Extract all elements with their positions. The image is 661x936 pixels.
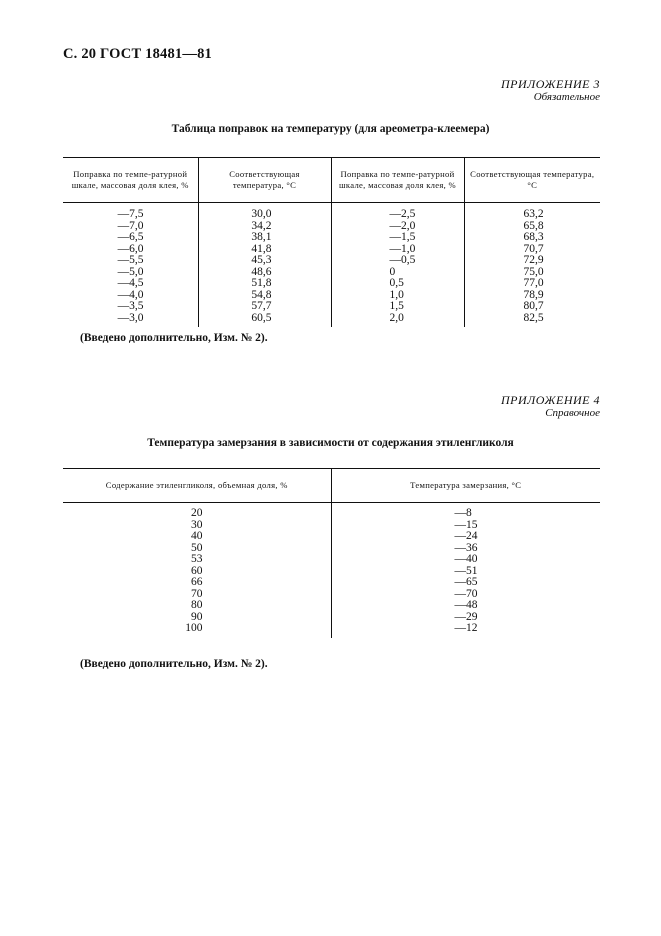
table-row (63, 612, 600, 624)
table-cell: 77,0 (523, 277, 544, 289)
table-cell: —70 (454, 587, 478, 600)
table-cell: —48 (454, 599, 478, 611)
amendment-note-2: (Введено дополнительно, Изм. № 2). (80, 658, 268, 670)
table-cell: 2,0 (331, 313, 464, 328)
table-cell: —4,5 (63, 278, 198, 290)
table-cell: —40 (454, 553, 478, 565)
table-cell: 68,3 (523, 231, 544, 243)
table-cell: 60 (63, 566, 331, 578)
table-row (63, 600, 600, 612)
table-cell: —6,5 (63, 232, 198, 244)
table-cell: 80 (63, 600, 331, 612)
table-cell: 30,0 (198, 203, 331, 221)
table-cell: —51 (454, 564, 478, 577)
column-header: Содержание этиленгликоля, объемная доля, % (63, 469, 331, 503)
table-cell: —0,5 (331, 255, 464, 267)
page-header: С. 20 ГОСТ 18481—81 (63, 46, 212, 62)
table-cell: 75,0 (523, 265, 544, 278)
column-header: Температура замерзания, °С (331, 469, 600, 503)
column-header: Соответствующая температура, °С (198, 158, 331, 203)
table-cell: 51,8 (198, 278, 331, 290)
table-cell: 41,8 (198, 244, 331, 256)
table-cell: —1,5 (331, 232, 464, 244)
freezing-temperature-table (63, 468, 600, 638)
table-cell: —6,0 (63, 244, 198, 256)
table-header-row (63, 158, 600, 203)
column-header: Поправка по темпе-ратурной шкале, массовая доля клея, % (331, 158, 464, 203)
table-cell: 1,0 (331, 290, 464, 302)
table-row (63, 554, 600, 566)
table-row (63, 278, 600, 290)
table-row (63, 503, 600, 520)
column-header: Поправка по темпе-ратурной шкале, массовая доля клея, % (63, 158, 198, 203)
table-cell: —36 (454, 541, 478, 554)
table-row (63, 577, 600, 589)
appendix-4-title: ПРИЛОЖЕНИЕ 4 (501, 393, 600, 407)
table-cell: 1,5 (331, 301, 464, 313)
table-cell: 38,1 (198, 232, 331, 244)
table-cell: 63,2 (523, 208, 544, 220)
table-cell: —29 (454, 610, 478, 623)
table-row (63, 589, 600, 601)
table-row (63, 313, 600, 328)
table-cell: —8 (454, 507, 472, 519)
table-cell: 66 (63, 577, 331, 589)
table-cell: —12 (454, 622, 478, 634)
table-cell: —5,0 (63, 267, 198, 279)
table-cell: —3,5 (63, 301, 198, 313)
table-row (63, 203, 600, 221)
amendment-note-1: (Введено дополнительно, Изм. № 2). (80, 332, 268, 344)
table-cell: 30 (63, 520, 331, 532)
table-cell: 78,9 (523, 288, 544, 301)
table-cell: 54,8 (198, 290, 331, 302)
table-cell: —7,5 (63, 203, 198, 221)
table-cell: 72,9 (523, 254, 544, 266)
table-cell: —1,0 (331, 244, 464, 256)
table-row (63, 543, 600, 555)
temperature-correction-table (63, 157, 600, 327)
table-cell: 90 (63, 612, 331, 624)
table-cell: 70,7 (523, 242, 544, 255)
appendix-4-label (501, 393, 600, 420)
appendix-3-title: ПРИЛОЖЕНИЕ 3 (501, 77, 600, 91)
appendix-4-status: Справочное (545, 407, 600, 419)
table-row (63, 623, 600, 638)
table-cell: 60,5 (198, 313, 331, 328)
table-1-title: Таблица поправок на температуру (для ареометра-клеемера) (171, 123, 490, 135)
table-cell: 34,2 (198, 221, 331, 233)
table-cell: 70 (63, 589, 331, 601)
table-row (63, 232, 600, 244)
column-header: Соответствующая температура, °С (464, 158, 600, 203)
table-cell: —24 (454, 530, 478, 542)
table-cell: 57,7 (198, 301, 331, 313)
table-row (63, 531, 600, 543)
table-cell: —7,0 (63, 221, 198, 233)
table-row (63, 255, 600, 267)
table-cell: 100 (63, 623, 331, 638)
table-2-title: Температура замерзания в зависимости от содержания этиленгликоля (147, 437, 514, 449)
appendix-3-label (501, 77, 600, 104)
table-cell: 82,5 (523, 311, 544, 324)
table-cell: —2,5 (331, 203, 464, 221)
table-cell: 48,6 (198, 267, 331, 279)
table-cell: 80,7 (523, 300, 544, 312)
table-cell: —15 (454, 518, 478, 531)
table-cell: —2,0 (331, 221, 464, 233)
table-cell: 45,3 (198, 255, 331, 267)
table-cell: —65 (454, 576, 478, 588)
table-cell: 40 (63, 531, 331, 543)
table-row (63, 520, 600, 532)
table-row (63, 301, 600, 313)
table-cell: 20 (63, 503, 331, 520)
table-cell: 0,5 (331, 278, 464, 290)
table-cell: —4,0 (63, 290, 198, 302)
table-header-row (63, 469, 600, 503)
table-cell: —5,5 (63, 255, 198, 267)
table-row (63, 566, 600, 578)
table-cell: 53 (63, 554, 331, 566)
table-cell: 50 (63, 543, 331, 555)
table-cell: —3,0 (63, 313, 198, 328)
table-cell: 0 (331, 267, 464, 279)
appendix-3-status: Обязательное (533, 91, 600, 103)
table-cell: 65,8 (523, 219, 544, 232)
